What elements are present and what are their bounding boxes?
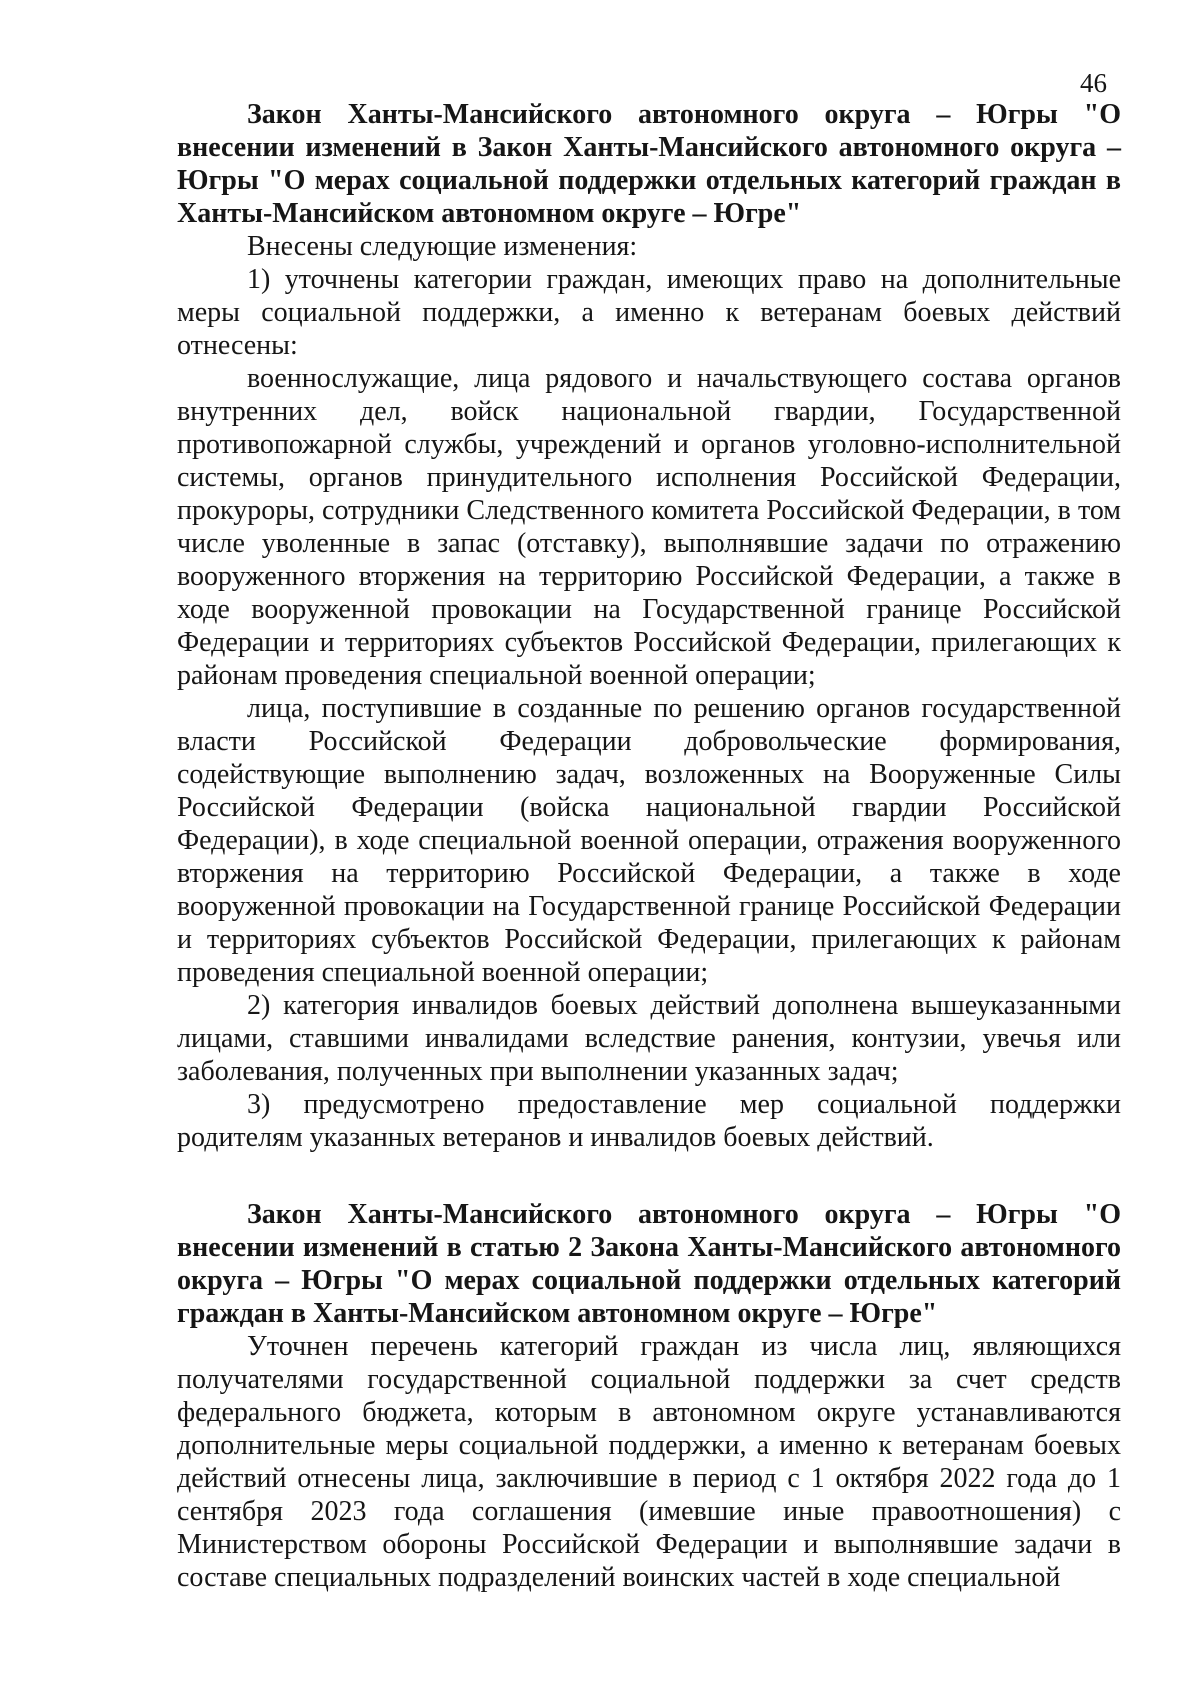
page-number: 46: [1080, 68, 1107, 98]
law-section-2: [177, 1198, 1121, 1594]
category-paragraph-military: военнослужащие, лица рядового и начальствующего состава органов внутренних дел, войск национальной гвардии, Государственной противопожарной службы, учреждений и органов уголовно-исполнительной системы, органов принудительного исполнения Российской Федерации, прокуроры, сотрудники Следственного комитета Российской Федерации, в том числе уволенные в запас (отставку), выполнявшие задачи по отражению вооруженного вторжения на территорию Российской Федерации, а также в ходе вооруженной провокации на Государственной границе Российской Федерации и территориях субъектов Российской Федерации, прилегающих к районам проведения специальной военной операции;: [177, 363, 1121, 691]
category-paragraph-volunteers: лица, поступившие в созданные по решению органов государственной власти Российской Федерации добровольческие формирования, содействующие выполнению задач, возложенных на Вооруженные Силы Российской Федерации (войска национальной гвардии Российской Федерации), в ходе специальной военной операции, отражения вооруженного вторжения на территорию Российской Федерации, а также в ходе вооруженной провокации на Государственной границе Российской Федерации и территориях субъектов Российской Федерации, прилегающих к районам проведения специальной военной операции;: [177, 693, 1121, 988]
changes-intro: Внесены следующие изменения:: [247, 231, 638, 262]
document-content: [177, 98, 1121, 1594]
law-2-body-paragraph: Уточнен перечень категорий граждан из числа лиц, являющихся получателями государственной социальной поддержки за счет средств федерального бюджета, которым в автономном округе устанавливаются дополнительные меры социальной поддержки, а именно к ветеранам боевых действий отнесены лица, заключившие в период с 1 октября 2022 года до 1 сентября 2023 года соглашения (имевшие иные правоотношения) с Министерством обороны Российской Федерации и выполнявшие задачи в составе специальных подразделений воинских частей в ходе специальной: [177, 1331, 1121, 1593]
change-item-3: 3) предусмотрено предоставление мер социальной поддержки родителям указанных ветеранов и инвалидов боевых действий.: [177, 1089, 1121, 1153]
law-title-1: Закон Ханты-Мансийского автономного округа – Югры "О внесении изменений в Закон Ханты-Мансийского автономного округа – Югры "О мерах социальной поддержки отдельных категорий граждан в Ханты-Мансийском автономном округе – Югре": [177, 99, 1121, 229]
change-item-2: 2) категория инвалидов боевых действий дополнена вышеуказанными лицами, ставшими инвалидами вследствие ранения, контузии, увечья или заболевания, полученных при выполнении указанных задач;: [177, 990, 1121, 1087]
law-title-2: Закон Ханты-Мансийского автономного округа – Югры "О внесении изменений в статью 2 Закона Ханты-Мансийского автономного округа – Югры "О мерах социальной поддержки отдельных категорий граждан в Ханты-Мансийском автономном округе – Югре": [177, 1199, 1121, 1329]
change-item-1: 1) уточнены категории граждан, имеющих право на дополнительные меры социальной поддержки, а именно к ветеранам боевых действий отнесены:: [177, 264, 1121, 361]
law-section-1: [177, 98, 1121, 1154]
